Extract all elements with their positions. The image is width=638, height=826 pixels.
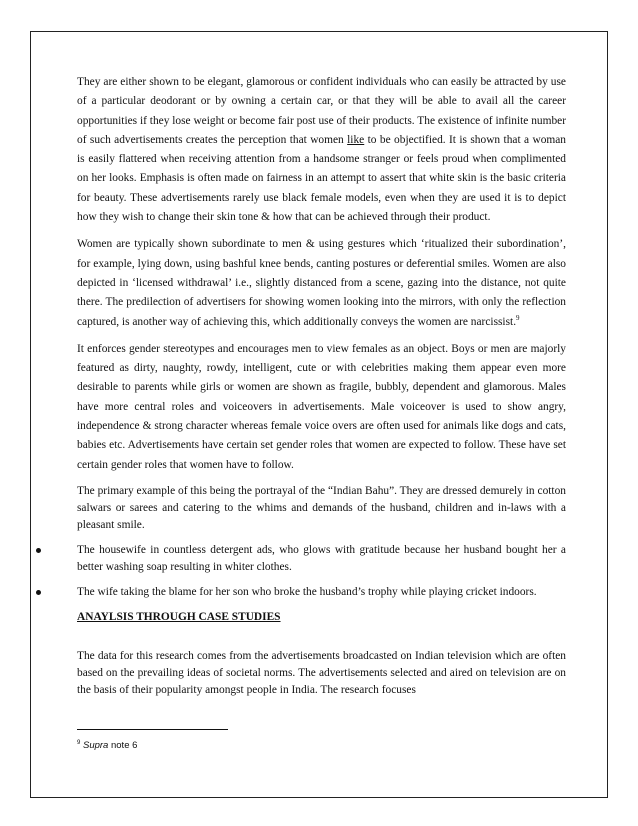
- paragraph-indian-bahu: The primary example of this being the portrayal of the “Indian Bahu”. They are dressed demurely in cotton salwars or sarees and catering to the whims and demands of the husband, children and in-laws with a pleasant smile.: [77, 484, 566, 531]
- footnote-italic-text: Supra: [82, 740, 109, 751]
- bullet-icon: [36, 590, 41, 595]
- paragraph-research-data: The data for this research comes from the advertisements broadcasted on Indian television which are often based on the prevailing ideas of societal norms. The advertisements selected and aired on television are on the basis of their popularity amongst people in India. The research focuses: [77, 649, 566, 696]
- footnote: [77, 740, 137, 751]
- list-item-text: The housewife in countless detergent ads, who glows with gratitude because her husband bought her a better washing soap resulting in whiter clothes.: [77, 543, 566, 573]
- footnote-number: 9: [77, 739, 81, 746]
- list-item: [77, 584, 566, 601]
- footnote-text: note 6: [108, 740, 138, 751]
- paragraph-text: Women are typically shown subordinate to men & using gestures which ‘ritualized their subordination’, for example, lying down, using bashful knee bends, canting postures or deferential smiles. Women are also depicted in ‘licensed withdrawal’ i.e., slightly distanced from a scene, gazing into the distance, not quite there. The predilection of advertisers for showing women looking into the mirrors, with only the reflection captured, is another way of achieving this, which additionally conveys the women are narcissist.: [77, 238, 566, 328]
- footnote-divider: [77, 729, 228, 730]
- document-body: [77, 73, 566, 707]
- section-heading: ANAYLSIS THROUGH CASE STUDIES: [77, 610, 281, 623]
- list-item-text: The wife taking the blame for her son who broke the husband’s trophy while playing cricket indoors.: [77, 585, 537, 598]
- list-item: [77, 542, 566, 576]
- paragraph-objectification: [77, 73, 566, 227]
- bullet-icon: [36, 548, 41, 553]
- underlined-word: like: [347, 133, 365, 146]
- paragraph-subordination: [77, 235, 566, 331]
- example-bullet-list: [77, 542, 566, 601]
- paragraph-stereotypes: It enforces gender stereotypes and encourages men to view females as an object. Boys or men are majorly featured as dirty, naughty, rowdy, intelligent, cute or with celebrities making them appear even more desirable to parents while girls or women are shown as fragile, bubbly, dependent and glamorous. Males have more central roles and voiceovers in advertisements. Male voiceover is used to show angry, independence & strong character whereas female voice overs are often used for animals like dogs and cats, babies etc. Advertisements have certain set gender roles that women are expected to follow. These have set certain gender roles that women have to follow.: [77, 342, 566, 471]
- paragraph-text: They are either shown to be elegant, glamorous or confident individuals who can easily be attracted by use of a particular deodorant or by owning a certain car, or that they will be able to avail all the career opportunities if they lose weight or become fair post use of their products. The existence of infinite number of such advertisements creates the perception that women: [77, 76, 566, 146]
- paragraph-text: to be objectified. It is shown that a woman is easily flattered when receiving attention from a handsome stranger or feels proud when complimented on her looks. Emphasis is often made on fairness in an attempt to assert that white skin is the basic criteria for beauty. These advertisements rarely use black female models, even when they are used it is to depict how they wish to change their skin tone & how that can be achieved through their product.: [77, 133, 566, 224]
- footnote-reference[interactable]: 9: [516, 313, 520, 322]
